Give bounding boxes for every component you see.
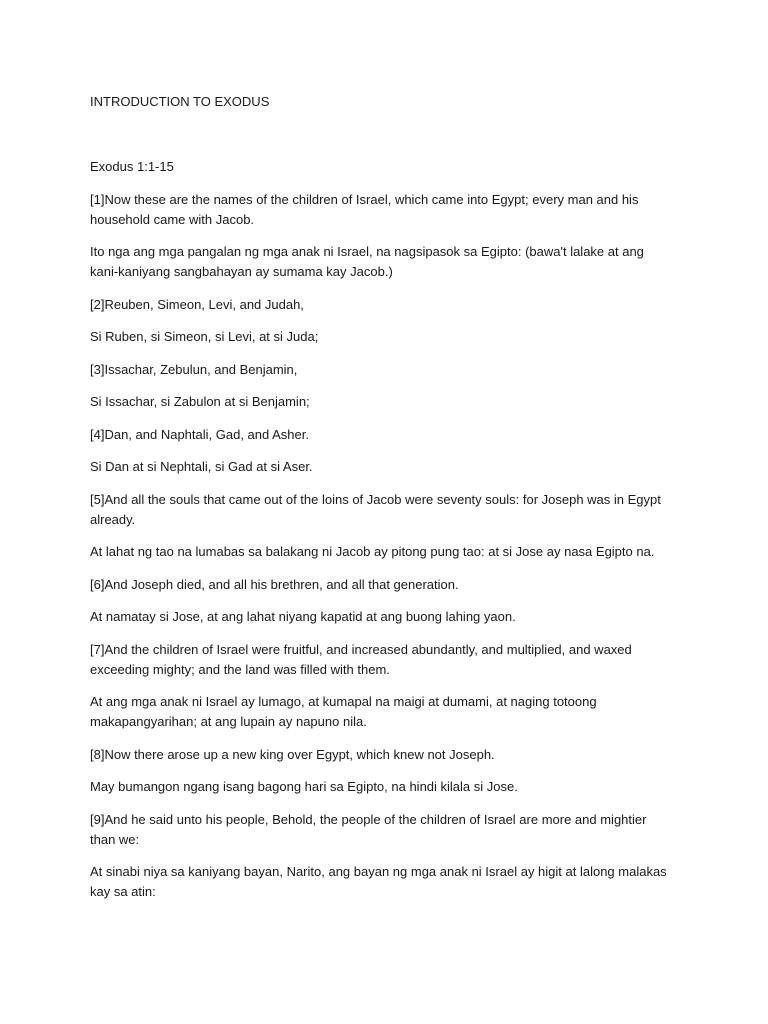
verse-9-tagalog: At sinabi niya sa kaniyang bayan, Narito, ang bayan ng mga anak ni Israel ay higit at lalong malakas kay sa atin:: [90, 864, 667, 899]
verse-6-tagalog: At namatay si Jose, at ang lahat niyang kapatid at ang buong lahing yaon.: [90, 609, 516, 624]
verse-5-english: [5]And all the souls that came out of the loins of Jacob were seventy souls: for Joseph was in Egypt already.: [90, 491, 661, 527]
verse-2-tagalog: Si Ruben, si Simeon, si Levi, at si Juda;: [90, 329, 319, 344]
verse-3-tagalog: Si Issachar, si Zabulon at si Benjamin;: [90, 394, 310, 409]
document-body: [90, 92, 670, 902]
verse-6-english: [6]And Joseph died, and all his brethren, and all that generation.: [90, 576, 459, 592]
verse-7-tagalog: At ang mga anak ni Israel ay lumago, at kumapal na maigi at dumami, at naging totoong makapangyarihan; at ang lupain ay napuno nila.: [90, 694, 597, 729]
document-title: INTRODUCTION TO EXODUS: [90, 94, 270, 109]
verse-8-english: [8]Now there arose up a new king over Egypt, which knew not Joseph.: [90, 746, 495, 762]
verse-1-tagalog: Ito nga ang mga pangalan ng mga anak ni Israel, na nagsipasok sa Egipto: (bawa't lalake at ang kani-kaniyang sangbahayan ay sumama kay Jacob.): [90, 244, 644, 279]
verse-3-english: [3]Issachar, Zebulun, and Benjamin,: [90, 361, 298, 377]
verse-9-english: [9]And he said unto his people, Behold, the people of the children of Israel are more and mightier than we:: [90, 811, 647, 847]
verse-8-tagalog: May bumangon ngang isang bagong hari sa Egipto, na hindi kilala si Jose.: [90, 779, 518, 794]
verse-7-english: [7]And the children of Israel were fruitful, and increased abundantly, and multiplied, and waxed exceeding mighty; and the land was filled with them.: [90, 641, 632, 677]
verse-4-tagalog: Si Dan at si Nephtali, si Gad at si Aser.: [90, 459, 313, 474]
scripture-reference: Exodus 1:1-15: [90, 159, 174, 174]
verse-5-tagalog: At lahat ng tao na lumabas sa balakang ni Jacob ay pitong pung tao: at si Jose ay nasa Egipto na.: [90, 544, 655, 559]
verse-1-english: [1]Now these are the names of the children of Israel, which came into Egypt; every man and his household came with Jacob.: [90, 191, 639, 227]
verse-2-english: [2]Reuben, Simeon, Levi, and Judah,: [90, 296, 304, 312]
verse-4-english: [4]Dan, and Naphtali, Gad, and Asher.: [90, 426, 309, 442]
